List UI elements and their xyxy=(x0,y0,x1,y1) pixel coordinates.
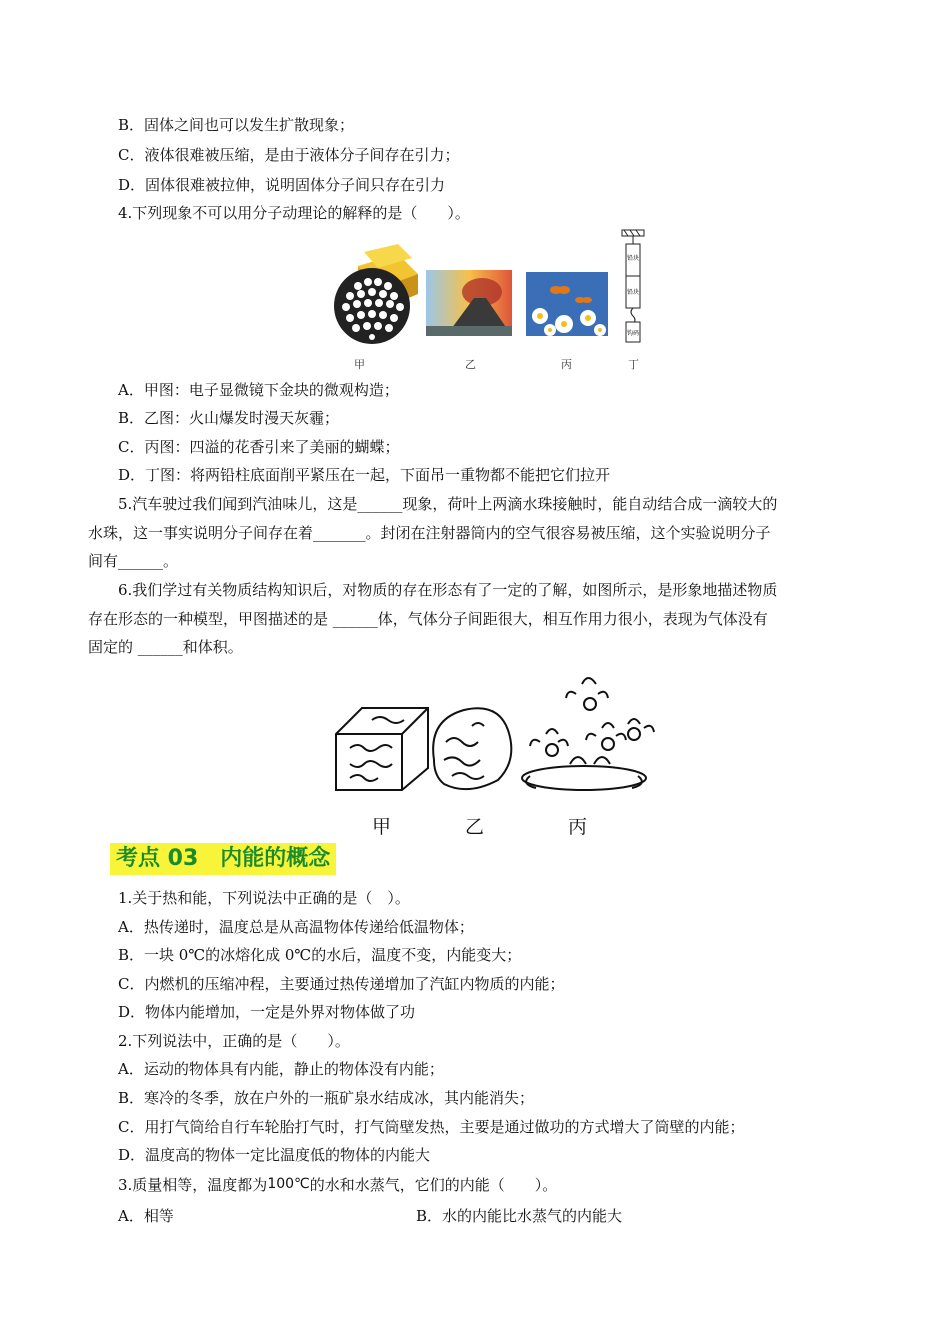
q3-option-b: B．固体之间也可以发生扩散现象； xyxy=(118,116,355,134)
q4-option-b: B．乙图：火山爆发时漫天灰霾； xyxy=(118,409,340,427)
s2-option-d: D．温度高的物体一定比温度低的物体的内能大 xyxy=(118,1146,431,1164)
q3-option-d: D．固体很难被拉伸，说明固体分子间只存在引力 xyxy=(118,176,446,194)
section-heading: 考点 03 内能的概念 xyxy=(110,843,336,875)
q4-caption-bing: 丙 xyxy=(561,358,572,371)
s3-stem-pre: 3.质量相等，温度都为 xyxy=(118,1176,268,1194)
s3-option-b: B．水的内能比水蒸气的内能大 xyxy=(416,1207,623,1225)
butterfly-flowers-image xyxy=(526,272,608,336)
s2-option-c: C．用打气筒给自行车轮胎打气时，打气筒壁发热，主要是通过做功的方式增大了筒壁的内能； xyxy=(118,1118,745,1136)
q4-caption-yi: 乙 xyxy=(465,358,476,371)
s1-stem: 1.关于热和能，下列说法中正确的是（ ）。 xyxy=(118,889,410,907)
q4-stem: 4.下列现象不可以用分子动理论的解释的是（ ）。 xyxy=(118,204,470,222)
weight-label: 钩码 xyxy=(626,330,640,337)
lead-block-label-2: 铅块 xyxy=(626,289,640,296)
s1-option-b: B．一块 0℃的冰熔化成 0℃的水后，温度不变，内能变大； xyxy=(118,946,522,964)
gold-lattice-image xyxy=(328,244,420,344)
q5-line-3: 间有______。 xyxy=(88,552,179,570)
s2-option-b: B．寒冷的冬季，放在户外的一瓶矿泉水结成冰，其内能消失； xyxy=(118,1089,535,1107)
q3-option-c: C．液体很难被压缩，是由于液体分子间存在引力； xyxy=(118,146,460,164)
q6-caption-jia: 甲 xyxy=(372,816,392,838)
s2-stem: 2.下列说法中，正确的是（ ）。 xyxy=(118,1032,350,1050)
q6-line-2: 存在形态的一种模型，甲图描述的是 ______体，气体分子间距很大，相互作用力很小，表现为气体没有 xyxy=(88,610,768,628)
q6-line-1: 6.我们学过有关物质结构知识后，对物质的存在形态有了一定的了解，如图所示，是形象地描述物质 xyxy=(118,581,778,599)
q4-option-a: A．甲图：电子显微镜下金块的微观构造； xyxy=(118,381,399,399)
volcano-image xyxy=(426,270,512,336)
q4-option-c: C．丙图：四溢的花香引来了美丽的蝴蝶； xyxy=(118,438,400,456)
q4-option-d: D．丁图：将两铅柱底面削平紧压在一起，下面吊一重物都不能把它们拉开 xyxy=(118,466,611,484)
q6-caption-bing: 丙 xyxy=(568,816,588,838)
s3-stem xyxy=(118,1175,557,1196)
q5-line-1: 5.汽车驶过我们闻到汽油味儿，这是______现象，荷叶上两滴水珠接触时，能自动结合成一滴较大的 xyxy=(118,495,778,513)
s3-stem-post: 的水和水蒸气，它们的内能（ ）。 xyxy=(309,1176,558,1194)
q4-caption-ding: 丁 xyxy=(628,358,639,371)
states-of-matter-image xyxy=(332,664,662,794)
lead-blocks-image xyxy=(618,228,648,346)
s1-option-a: A．热传递时，温度总是从高温物体传递给低温物体； xyxy=(118,918,474,936)
s1-option-c: C．内燃机的压缩冲程，主要通过热传递增加了汽缸内物质的内能； xyxy=(118,975,565,993)
lead-block-label-1: 铅块 xyxy=(626,255,640,262)
q6-caption-yi: 乙 xyxy=(465,816,485,838)
q5-line-2: 水珠，这一事实说明分子间存在着_______。封闭在注射器筒内的空气很容易被压缩，这个实验说明分子 xyxy=(88,524,771,542)
s1-option-d: D．物体内能增加，一定是外界对物体做了功 xyxy=(118,1003,416,1021)
s3-stem-temperature: 100℃ xyxy=(267,1176,310,1192)
q4-caption-jia: 甲 xyxy=(354,358,365,371)
s2-option-a: A．运动的物体具有内能，静止的物体没有内能； xyxy=(118,1060,444,1078)
q6-line-3: 固定的 ______和体积。 xyxy=(88,638,243,656)
s3-option-a: A．相等 xyxy=(118,1207,174,1225)
